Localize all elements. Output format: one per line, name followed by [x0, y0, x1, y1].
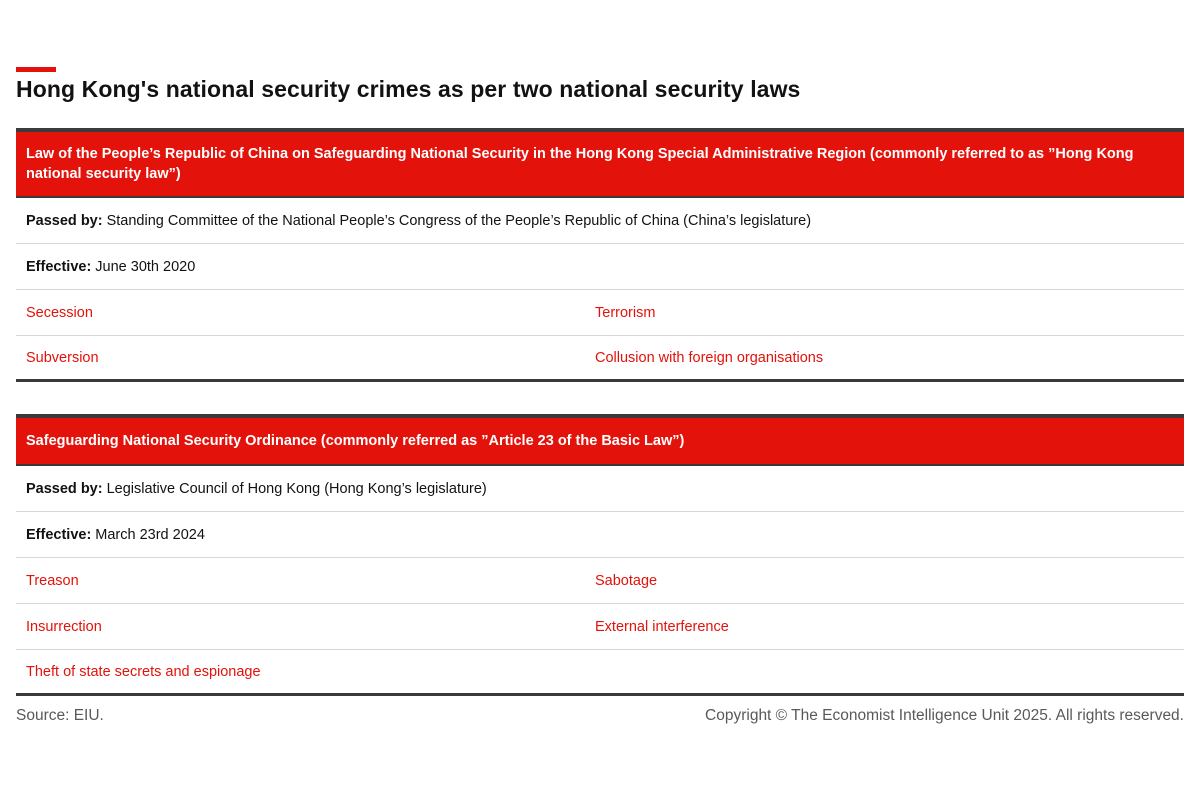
passed-by-row [16, 198, 1184, 244]
passed-by-value: Standing Committee of the National People’s Congress of the People’s Republic of China (China’s legislature) [106, 212, 812, 229]
source-note: Source: EIU. [16, 707, 104, 724]
crime-item: Subversion [26, 349, 99, 366]
effective-label: Effective: [26, 526, 92, 543]
effective-row [16, 512, 1184, 558]
crime-row [16, 558, 1184, 604]
crime-item: Theft of state secrets and espionage [26, 663, 261, 680]
crime-row [16, 604, 1184, 650]
effective-value: June 30th 2020 [95, 258, 196, 275]
page-title: Hong Kong's national security crimes as per two national security laws [16, 76, 801, 102]
crime-row [16, 650, 1184, 696]
passed-by-row [16, 466, 1184, 512]
crime-item: External interference [595, 618, 729, 635]
crime-item: Terrorism [595, 304, 656, 321]
effective-label: Effective: [26, 258, 92, 275]
crime-row [16, 290, 1184, 336]
crime-item: Sabotage [595, 572, 658, 589]
crime-item: Collusion with foreign organisations [595, 349, 824, 366]
law-table-article-23 [16, 414, 1184, 696]
crime-item: Insurrection [26, 618, 102, 635]
passed-by-label: Passed by: [26, 480, 103, 497]
crime-row [16, 336, 1184, 382]
copyright-note: Copyright © The Economist Intelligence Unit 2025. All rights reserved. [705, 707, 1184, 724]
law-table-hk-nsl [16, 128, 1184, 382]
law-heading: Safeguarding National Security Ordinance (commonly referred as ”Article 23 of the Basic Law”) [16, 418, 1184, 466]
passed-by-label: Passed by: [26, 212, 103, 229]
law-heading: Law of the People’s Republic of China on Safeguarding National Security in the Hong Kong Special Administrative Region (commonly referred to as ”Hong Kong national security law”) [16, 132, 1184, 198]
crime-item: Treason [26, 572, 79, 589]
effective-value: March 23rd 2024 [95, 526, 205, 543]
crime-item: Secession [26, 304, 93, 321]
effective-row [16, 244, 1184, 290]
passed-by-value: Legislative Council of Hong Kong (Hong Kong’s legislature) [106, 480, 487, 497]
accent-bar [16, 67, 56, 72]
